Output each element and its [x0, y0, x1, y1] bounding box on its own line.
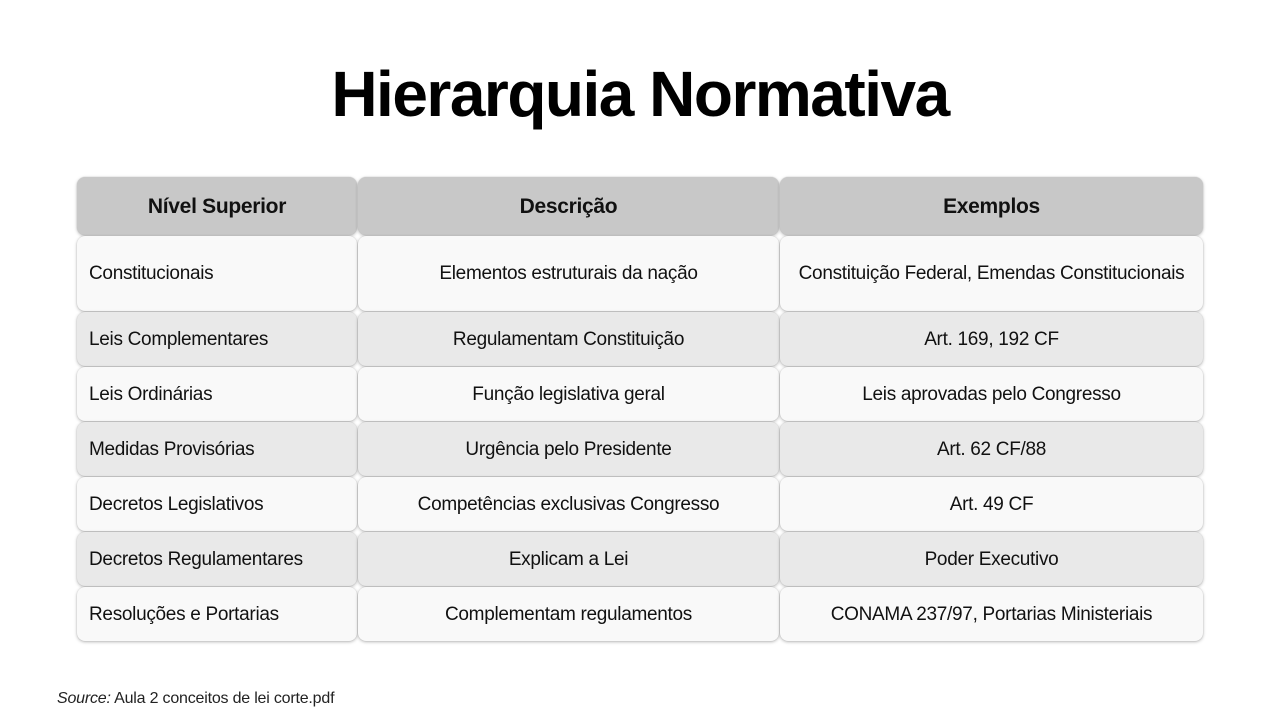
column-header-examples: Exemplos: [780, 177, 1203, 235]
cell-level: Leis Ordinárias: [77, 367, 357, 421]
table-header-row: [77, 177, 1204, 235]
cell-examples: Constituição Federal, Emendas Constitucionais: [780, 236, 1203, 311]
cell-description: Elementos estruturais da nação: [358, 236, 779, 311]
table-row: [77, 312, 1204, 366]
cell-level: Constitucionais: [77, 236, 357, 311]
hierarchy-table: [77, 177, 1204, 642]
cell-description: Urgência pelo Presidente: [358, 422, 779, 476]
column-header-description: Descrição: [358, 177, 779, 235]
source-citation: [57, 690, 334, 708]
cell-examples: Art. 62 CF/88: [780, 422, 1203, 476]
column-header-level: Nível Superior: [77, 177, 357, 235]
cell-examples: Art. 169, 192 CF: [780, 312, 1203, 366]
cell-examples: Poder Executivo: [780, 532, 1203, 586]
cell-level: Decretos Legislativos: [77, 477, 357, 531]
table-row: [77, 422, 1204, 476]
table-row: [77, 587, 1204, 641]
table-row: [77, 477, 1204, 531]
cell-level: Leis Complementares: [77, 312, 357, 366]
cell-level: Medidas Provisórias: [77, 422, 357, 476]
table-row: [77, 236, 1204, 311]
cell-examples: Art. 49 CF: [780, 477, 1203, 531]
cell-description: Função legislativa geral: [358, 367, 779, 421]
source-label: Source:: [57, 690, 111, 707]
cell-examples: Leis aprovadas pelo Congresso: [780, 367, 1203, 421]
cell-examples: CONAMA 237/97, Portarias Ministeriais: [780, 587, 1203, 641]
source-text: Aula 2 conceitos de lei corte.pdf: [110, 690, 335, 707]
cell-description: Complementam regulamentos: [358, 587, 779, 641]
table-row: [77, 532, 1204, 586]
page-title: Hierarquia Normativa: [331, 58, 949, 130]
cell-level: Decretos Regulamentares: [77, 532, 357, 586]
cell-description: Regulamentam Constituição: [358, 312, 779, 366]
table-row: [77, 367, 1204, 421]
cell-description: Explicam a Lei: [358, 532, 779, 586]
cell-description: Competências exclusivas Congresso: [358, 477, 779, 531]
cell-level: Resoluções e Portarias: [77, 587, 357, 641]
